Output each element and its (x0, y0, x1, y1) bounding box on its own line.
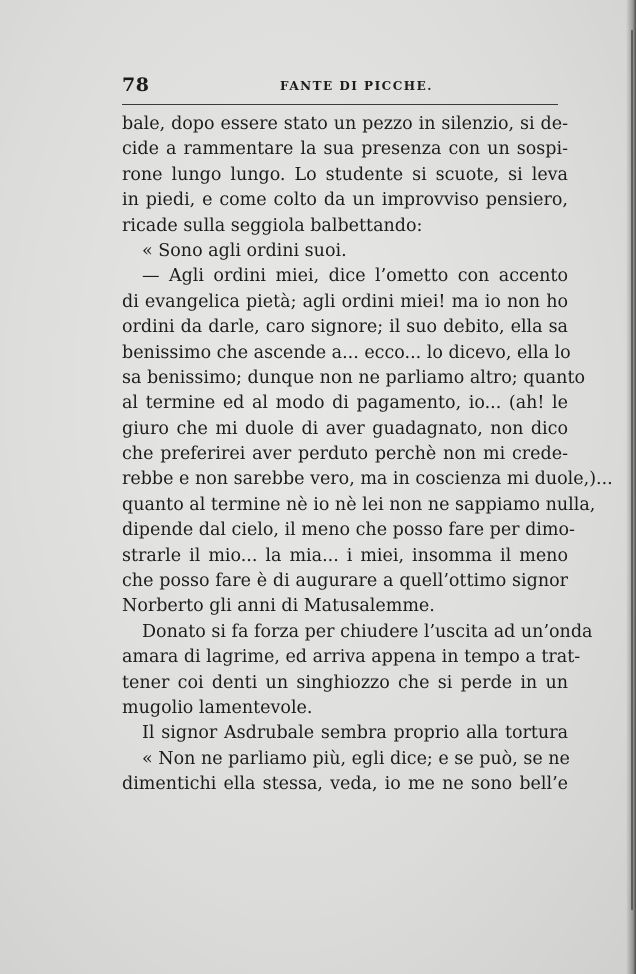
text-line: rone lungo lungo. Lo studente si scuote, si leva (122, 164, 568, 185)
text-line: al termine ed al modo di pagamento, io... (ah! le (122, 393, 568, 414)
page-number: 78 (122, 74, 150, 96)
text-line: strarle il mio... la mia... i miei, insomma il meno (122, 545, 568, 566)
text-line: Donato si fa forza per chiudere l’uscita ad un’onda (142, 621, 593, 642)
body-text (122, 112, 613, 798)
text-line: quanto al termine nè io nè lei non ne sappiamo nulla, (122, 494, 596, 515)
text-line: Norberto gli anni di Matusalemme. (122, 596, 435, 617)
text-line: che preferirei aver perduto perchè non mi crede- (122, 444, 568, 465)
text-line: amara di lagrime, ed arriva appena in tempo a trat- (122, 647, 581, 668)
text-line: « Sono agli ordini suoi. (142, 240, 347, 261)
text-line: benissimo che ascende a... ecco... lo dicevo, ella lo (122, 342, 571, 363)
text-line: Il signor Asdrubale sembra proprio alla tortura (142, 723, 568, 744)
text-line: « Non ne parliamo più, egli dice; e se può, se ne (142, 748, 570, 769)
text-line: dipende dal cielo, il meno che posso fare per dimo- (122, 520, 575, 541)
text-line: giuro che mi duole di aver guadagnato, non dico (122, 418, 568, 439)
text-line: di evangelica pietà; agli ordini miei! ma io non ho (122, 291, 568, 312)
page-edge-line (631, 30, 633, 910)
text-line: dimentichi ella stessa, veda, io me ne sono bell’e (122, 774, 568, 795)
text-line: che posso fare è di augurare a quell’ottimo signor (122, 571, 568, 592)
text-line: in piedi, e come colto da un improvviso pensiero, (122, 190, 568, 211)
text-line: ordini da darle, caro signore; il suo debito, ella sa (122, 317, 568, 338)
text-line: sa benissimo; dunque non ne parliamo altro; quanto (122, 367, 586, 388)
text-line: mugolio lamentevole. (122, 697, 313, 718)
running-title: FANTE DI PICCHE. (280, 79, 433, 93)
text-line: — Agli ordini miei, dice l’ometto con accento (142, 266, 568, 287)
text-line: cide a rammentare la sua presenza con un sospi- (122, 139, 568, 160)
text-line: tener coi denti un singhiozzo che si perde in un (122, 672, 568, 693)
page-header (122, 74, 558, 98)
header-rule (122, 104, 558, 105)
text-line: rebbe e non sarebbe vero, ma in coscienza mi duole,)... (122, 469, 613, 490)
text-line: ricade sulla seggiola balbettando: (122, 215, 423, 236)
text-line: bale, dopo essere stato un pezzo in silenzio, si de- (122, 114, 568, 134)
